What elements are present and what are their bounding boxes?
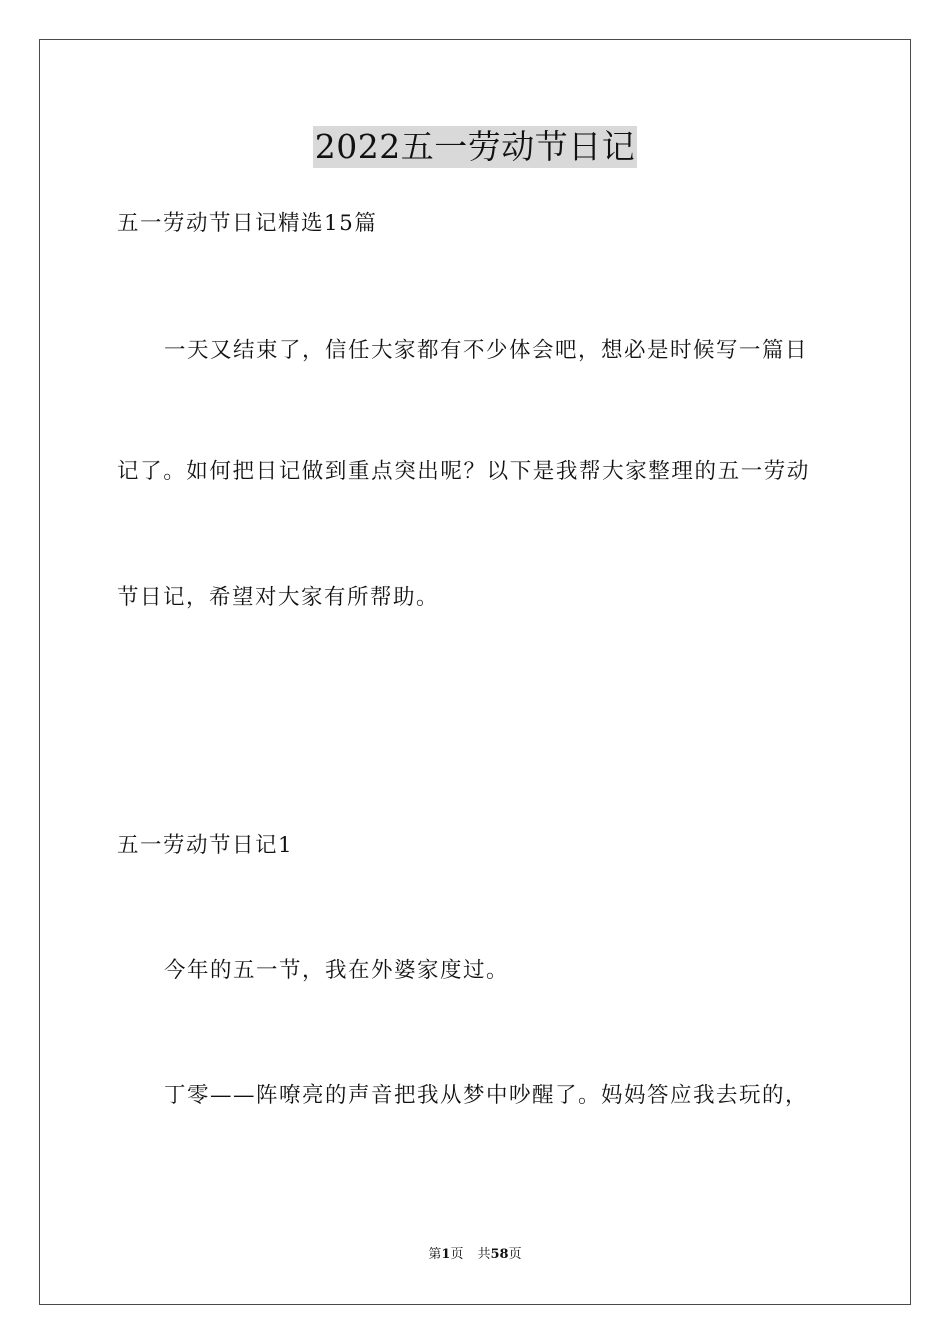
title-container: [0, 126, 950, 168]
intro-line-3: 节日记，希望对大家有所帮助。: [117, 585, 440, 610]
body-line-1: 今年的五一节，我在外婆家度过。: [164, 958, 510, 983]
page-footer: [0, 1246, 950, 1264]
section-heading: 五一劳动节日记1: [117, 833, 294, 858]
document-title: 2022五一劳动节日记: [314, 127, 636, 166]
document-subtitle: 五一劳动节日记精选15篇: [117, 211, 378, 236]
footer-page-unit: 页: [450, 1247, 464, 1262]
footer-total-prefix: 共: [477, 1247, 491, 1262]
footer-total-pages: 58: [490, 1247, 509, 1262]
footer-page-number: 1: [441, 1247, 451, 1262]
intro-line-1: 一天又结束了，信任大家都有不少体会吧，想必是时候写一篇日: [164, 338, 809, 363]
footer-page-prefix: 第: [428, 1247, 442, 1262]
intro-line-2: 记了。如何把日记做到重点突出呢？以下是我帮大家整理的五一劳动: [117, 459, 811, 484]
body-line-2: 丁零——阵嘹亮的声音把我从梦中吵醒了。妈妈答应我去玩的，: [164, 1083, 809, 1108]
footer-total-unit: 页: [508, 1247, 522, 1262]
